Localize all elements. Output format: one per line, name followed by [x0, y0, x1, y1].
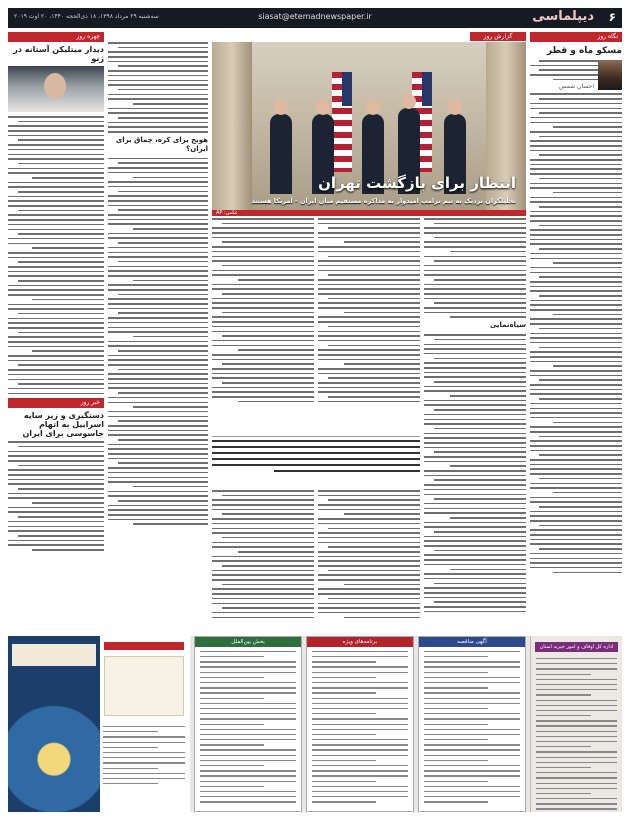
- column-body: [530, 93, 622, 573]
- ad-block-a: [530, 636, 622, 812]
- left-photo: [8, 66, 104, 112]
- issue-date: سه‌شنبه ۲۹ مرداد ۱۳۹۸، ۱۸ ذی‌الحجه ۱۴۴۰، ۲۰ اوت ۲۰۱۹: [14, 13, 159, 20]
- ad-block-d: [194, 636, 302, 812]
- article-column-4: [108, 42, 208, 582]
- site-email: siasat@etemadnewspaper.ir: [258, 12, 372, 21]
- ad-a-title: اداره کل اوقاف و امور خیریه استان: [535, 642, 618, 652]
- left-tag-2: خبر روز: [8, 398, 104, 408]
- article-column-3: [212, 218, 314, 428]
- left-tag: چهره روز: [8, 32, 104, 42]
- section-title: دیپلماسی: [532, 9, 594, 24]
- page-header: [8, 8, 622, 28]
- left-title: دیدار میتلیکن آستانه در ژنو: [13, 45, 104, 63]
- ad-d-title: بخش بین‌الملل: [195, 637, 301, 647]
- article-column-2b: [318, 490, 420, 630]
- page-number: ۶: [608, 10, 616, 24]
- article-column-3b: [212, 490, 314, 630]
- column-title: مسکو ماه و قطر: [546, 46, 622, 56]
- main-headline: انتظار برای بازگشت تهران: [318, 174, 516, 192]
- ad-b-title: آگهی مناقصه: [419, 637, 525, 647]
- section-tag: گزارش روز: [470, 32, 526, 41]
- advertisement-strip: [8, 636, 622, 812]
- ad-block-b: [418, 636, 526, 812]
- subsection-heading-2: هویج برای کره، چماق برای ایران؟: [115, 135, 208, 153]
- left-title-2: دستگیری و زیر سایه اسراییل به اتهام جاسوسی برای ایران: [22, 411, 104, 439]
- subsection-heading-1: سیاه‌نمایی: [489, 321, 526, 330]
- author-name: احسان شمس: [558, 83, 594, 91]
- article-column-1: [424, 218, 526, 628]
- ad-block-e: [98, 636, 190, 812]
- pull-quote: [212, 436, 420, 484]
- photo-credit-bar: [212, 210, 526, 216]
- ad-c-title: برنامه‌های ویژه: [307, 637, 413, 647]
- right-column: [530, 32, 622, 632]
- photo-credit: عکس: AP: [216, 210, 238, 216]
- main-photo: [212, 42, 526, 210]
- ad-block-c: [306, 636, 414, 812]
- left-column: [8, 32, 104, 632]
- author-photo: [598, 60, 622, 90]
- column-tag: نگاه روز: [530, 32, 622, 42]
- main-subhead: تحلیلگران نزدیک به تیم ترامپ امیدوار به مذاکره مستقیم میان ایران - آمریکا هستند: [251, 197, 516, 205]
- poster-ad: [8, 636, 100, 812]
